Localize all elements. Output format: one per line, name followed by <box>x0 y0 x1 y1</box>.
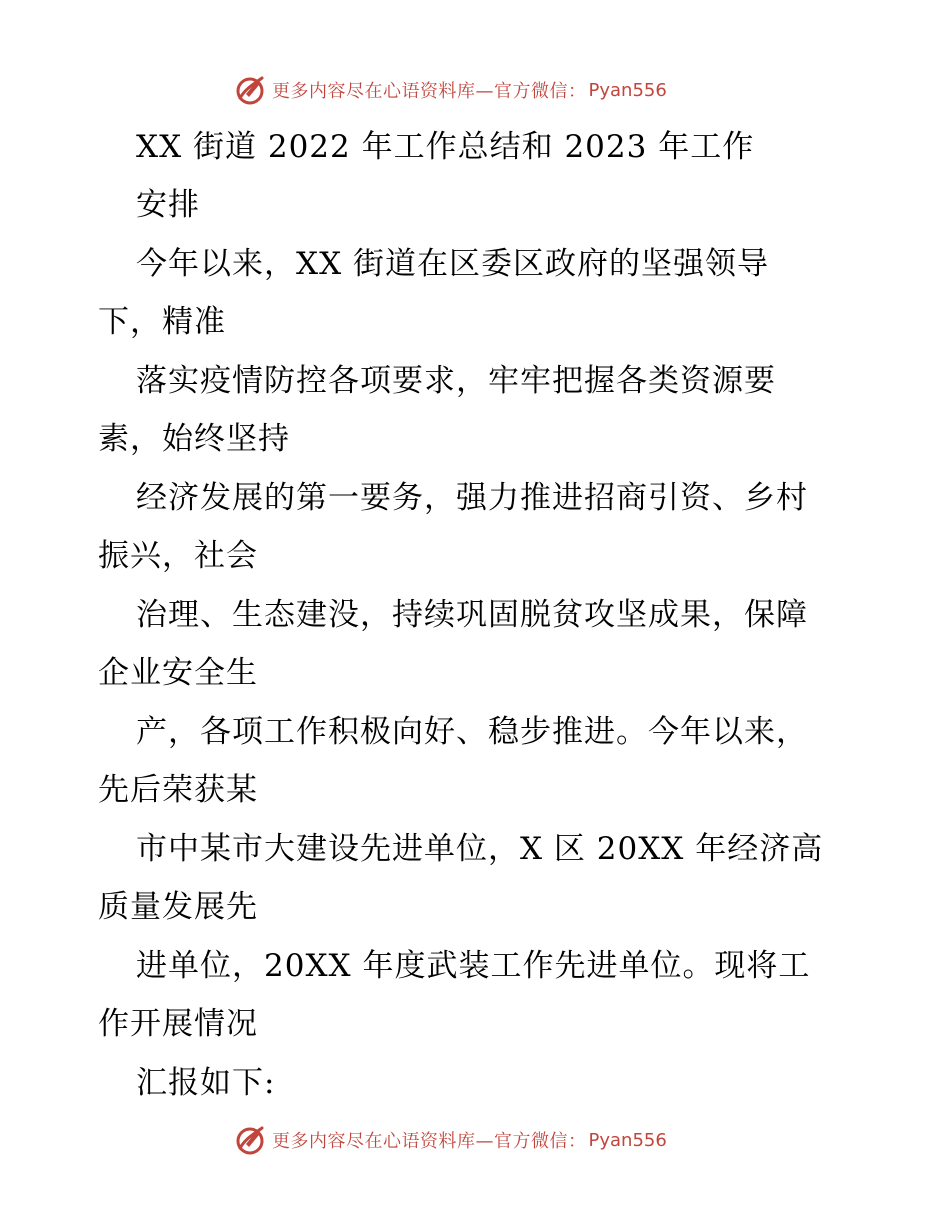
doc-paragraph-line: 振兴，社会 <box>98 538 258 574</box>
banner-text: 更多内容尽在心语资料库—官方微信： <box>272 1131 587 1152</box>
doc-paragraph-line: 作开展情况 <box>98 1006 258 1042</box>
doc-title-line-1: XX 街道 2022 年工作总结和 2023 年工作 <box>136 129 755 165</box>
banner-wechat-id: Pyan556 <box>588 1129 667 1151</box>
red-pen-swirl-logo-icon <box>234 74 266 106</box>
doc-paragraph-line: 治理、生态建没，持续巩固脱贫攻坚成果，保障 <box>136 597 808 633</box>
red-pen-swirl-logo-icon <box>234 1124 266 1156</box>
footer-watermark-banner <box>234 1123 667 1157</box>
doc-paragraph-line: 经济发展的第一要务，强力推进招商引资、乡村 <box>136 480 808 516</box>
doc-paragraph-line: 今年以来，XX 街道在区委区政府的坚强领导 <box>136 246 769 282</box>
banner-text: 更多内容尽在心语资料库—官方微信： <box>272 81 587 102</box>
doc-paragraph-line: 企业安全生 <box>98 655 258 691</box>
doc-paragraph-line: 先后荣获某 <box>98 772 258 808</box>
doc-paragraph-line: 汇报如下: <box>136 1065 276 1101</box>
header-watermark-banner <box>234 73 667 107</box>
doc-title-line-2: 安排 <box>136 187 200 223</box>
doc-paragraph-line: 进单位，20XX 年度武装工作先进单位。现将工 <box>136 948 811 984</box>
doc-paragraph-line: 素，始终坚持 <box>98 421 290 457</box>
banner-wechat-id: Pyan556 <box>588 79 667 101</box>
doc-paragraph-line: 下，精准 <box>98 304 226 340</box>
doc-paragraph-line: 落实疫情防控各项要求，牢牢把握各类资源要 <box>136 363 776 399</box>
doc-paragraph-line: 产，各项工作积极向好、稳步推进。今年以来， <box>136 714 808 750</box>
doc-paragraph-line: 质量发展先 <box>98 889 258 925</box>
doc-paragraph-line: 市中某市大建设先进单位，X 区 20XX 年经济高 <box>136 831 824 867</box>
